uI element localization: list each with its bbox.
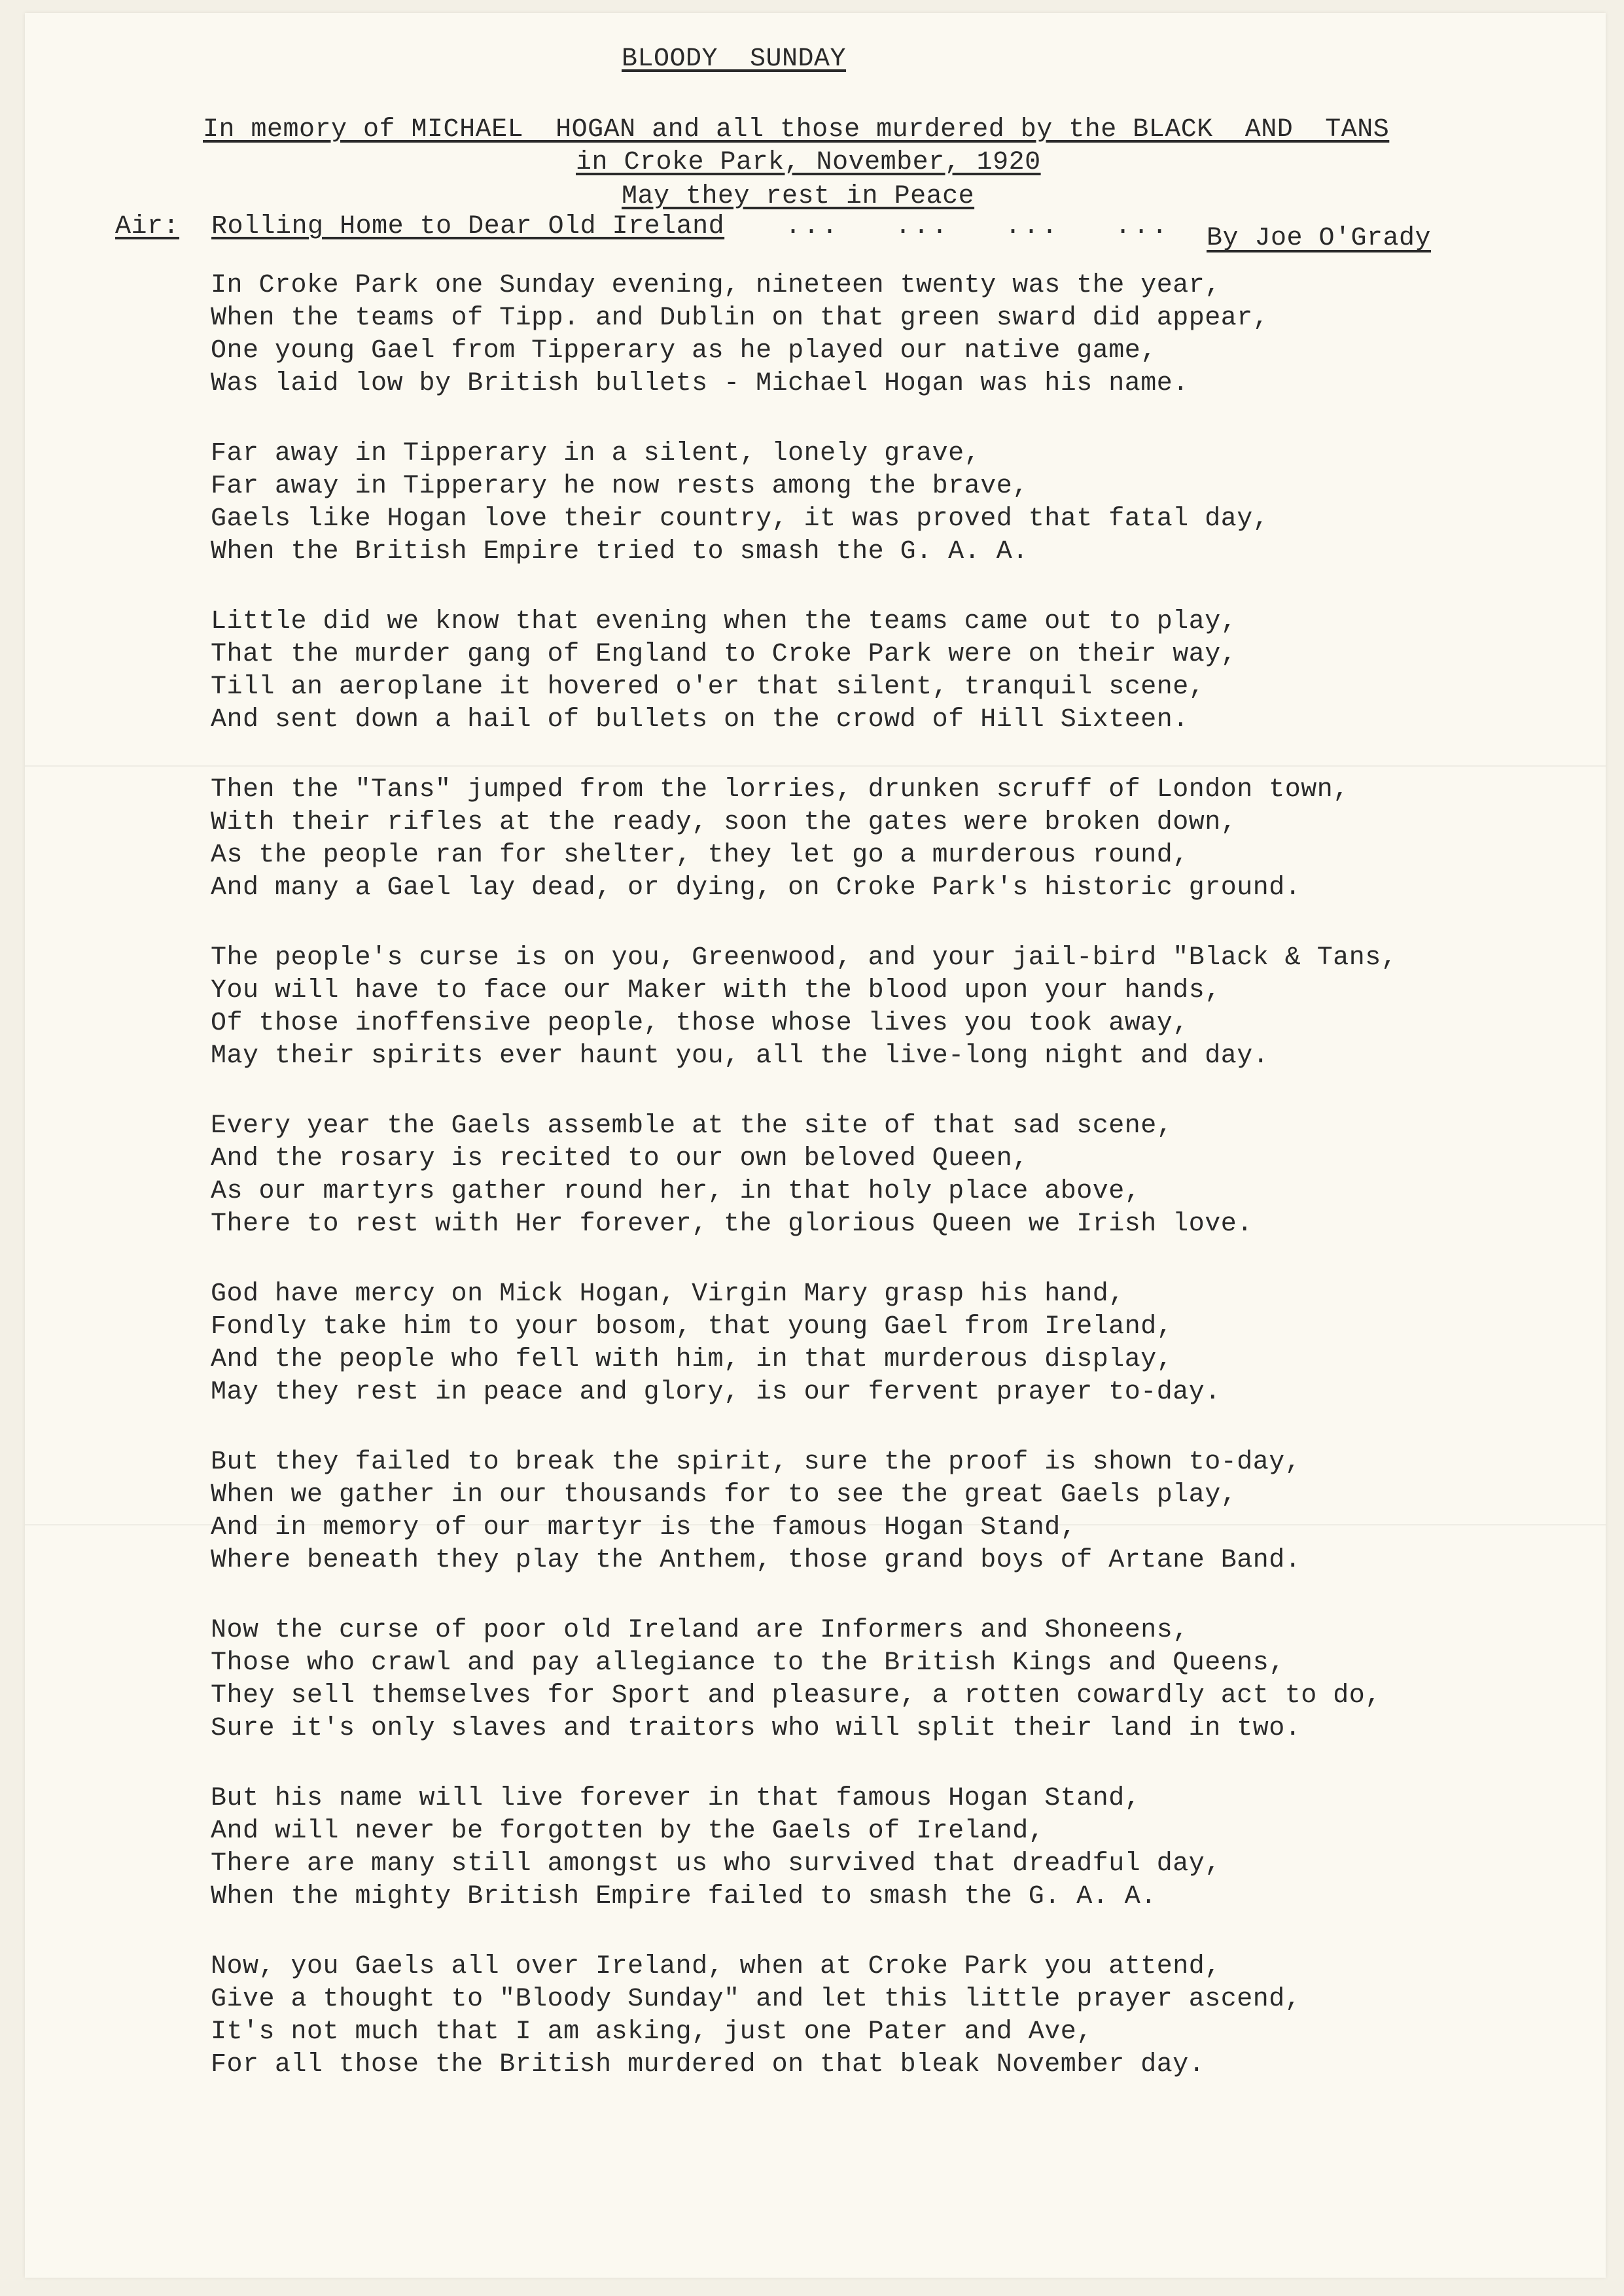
verse-line: When the teams of Tipp. and Dublin on that green sward did appear,: [211, 304, 1269, 333]
dedication-line: In memory of MICHAEL HOGAN and all those murdered by the BLACK AND TANS: [203, 115, 1390, 145]
verse-line: And the rosary is recited to our own beloved Queen,: [211, 1144, 1029, 1174]
verse-line: Every year the Gaels assemble at the site of that sad scene,: [211, 1111, 1173, 1141]
verse-line: With their rifles at the ready, soon the gates were broken down,: [211, 808, 1237, 837]
verse-line: As our martyrs gather round her, in that holy place above,: [211, 1177, 1141, 1206]
verse-line: For all those the British murdered on that bleak November day.: [211, 2050, 1205, 2079]
verse-line: God have mercy on Mick Hogan, Virgin Mary grasp his hand,: [211, 1279, 1125, 1309]
verse-11: [211, 1951, 1454, 2081]
verse-7: [211, 1278, 1454, 1409]
verse-line: In Croke Park one Sunday evening, nineteen twenty was the year,: [211, 271, 1221, 300]
verse-8: [211, 1446, 1454, 1577]
verse-1: [211, 270, 1454, 400]
verse-line: They sell themselves for Sport and pleasure, a rotten cowardly act to do,: [211, 1681, 1381, 1711]
air-label: Air:: [115, 212, 180, 241]
verse-line: And in memory of our martyr is the famous Hogan Stand,: [211, 1513, 1077, 1542]
verse-line: Those who crawl and pay allegiance to the British Kings and Queens,: [211, 1648, 1285, 1678]
verse-line: One young Gael from Tipperary as he played our native game,: [211, 336, 1157, 366]
song-verses: [211, 270, 1454, 2119]
air-line: [115, 212, 724, 241]
author-credit: By Joe O'Grady: [1207, 224, 1432, 253]
verse-10: [211, 1783, 1454, 1913]
verse-line: But they failed to break the spirit, sure the proof is shown to-day,: [211, 1448, 1301, 1477]
verse-line: Where beneath they play the Anthem, those grand boys of Artane Band.: [211, 1546, 1301, 1575]
verse-line: Now, you Gaels all over Ireland, when at Croke Park you attend,: [211, 1952, 1221, 1981]
verse-line: Now the curse of poor old Ireland are Informers and Shoneens,: [211, 1616, 1189, 1645]
verse-line: And the people who fell with him, in that murderous display,: [211, 1345, 1173, 1374]
verse-5: [211, 942, 1454, 1073]
verse-line: Give a thought to "Bloody Sunday" and let this little prayer ascend,: [211, 1985, 1301, 2014]
verse-line: Till an aeroplane it hovered o'er that silent, tranquil scene,: [211, 672, 1205, 702]
air-tune: Rolling Home to Dear Old Ireland: [211, 212, 725, 241]
verse-line: There to rest with Her forever, the glorious Queen we Irish love.: [211, 1209, 1253, 1239]
verse-line: And will never be forgotten by the Gaels of Ireland,: [211, 1817, 1045, 1846]
verse-line: There are many still amongst us who survived that dreadful day,: [211, 1849, 1221, 1879]
verse-line: Little did we know that evening when the teams came out to play,: [211, 607, 1237, 636]
verse-4: [211, 774, 1454, 905]
dedication-line: in Croke Park, November, 1920: [576, 148, 1041, 177]
verse-line: When we gather in our thousands for to see the great Gaels play,: [211, 1480, 1237, 1510]
leader-dots: ... ... ... ...: [785, 212, 1171, 241]
verse-line: May their spirits ever haunt you, all the live-long night and day.: [211, 1041, 1269, 1071]
verse-2: [211, 438, 1454, 568]
verse-line: But his name will live forever in that famous Hogan Stand,: [211, 1784, 1141, 1813]
verse-line: The people's curse is on you, Greenwood, and your jail-bird "Black & Tans,: [211, 943, 1398, 973]
verse-line: When the mighty British Empire failed to smash the G. A. A.: [211, 1882, 1157, 1911]
verse-line: Fondly take him to your bosom, that young Gael from Ireland,: [211, 1312, 1173, 1342]
verse-9: [211, 1614, 1454, 1745]
verse-line: Was laid low by British bullets - Michael Hogan was his name.: [211, 369, 1189, 398]
verse-line: Sure it's only slaves and traitors who will split their land in two.: [211, 1714, 1301, 1743]
verse-line: And sent down a hail of bullets on the crowd of Hill Sixteen.: [211, 705, 1189, 735]
verse-line: Of those inoffensive people, those whose lives you took away,: [211, 1009, 1189, 1038]
verse-line: Far away in Tipperary in a silent, lonely grave,: [211, 439, 981, 468]
verse-line: Gaels like Hogan love their country, it was proved that fatal day,: [211, 504, 1269, 534]
dedication-line: May they rest in Peace: [622, 182, 975, 211]
verse-line: And many a Gael lay dead, or dying, on Croke Park's historic ground.: [211, 873, 1301, 903]
song-title: BLOODY SUNDAY: [622, 44, 847, 74]
verse-line: As the people ran for shelter, they let go a murderous round,: [211, 841, 1189, 870]
verse-line: That the murder gang of England to Croke Park were on their way,: [211, 640, 1237, 669]
verse-line: You will have to face our Maker with the blood upon your hands,: [211, 976, 1221, 1005]
verse-line: When the British Empire tried to smash the G. A. A.: [211, 537, 1029, 566]
verse-line: Then the "Tans" jumped from the lorries, drunken scruff of London town,: [211, 775, 1349, 805]
verse-line: It's not much that I am asking, just one Pater and Ave,: [211, 2017, 1093, 2047]
verse-line: Far away in Tipperary he now rests among the brave,: [211, 472, 1029, 501]
verse-6: [211, 1110, 1454, 1241]
verse-3: [211, 606, 1454, 737]
verse-line: May they rest in peace and glory, is our fervent prayer to-day.: [211, 1378, 1221, 1407]
